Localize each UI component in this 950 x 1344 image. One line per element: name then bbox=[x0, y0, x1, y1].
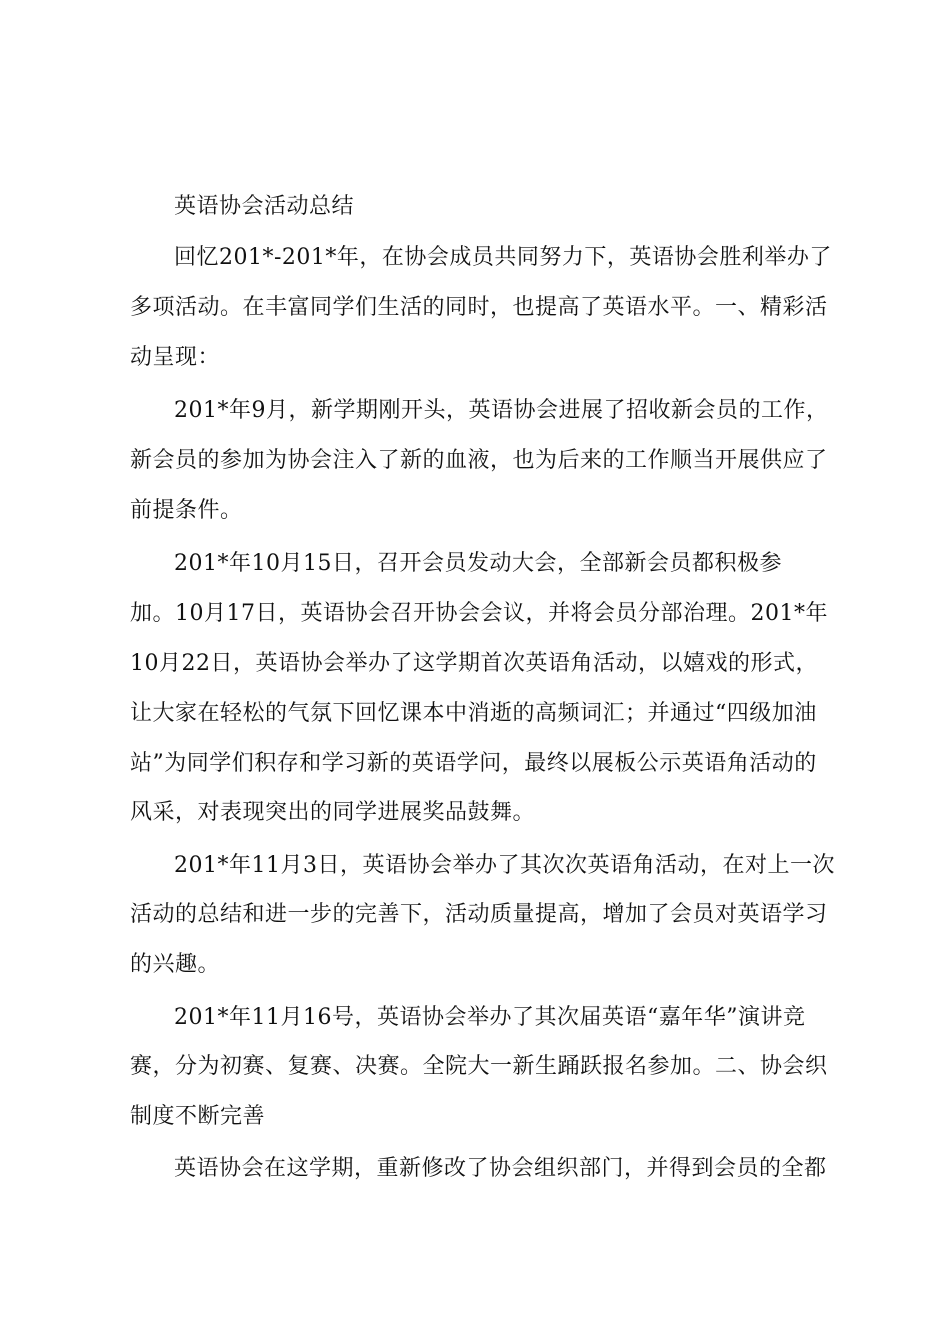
paragraph-line: 新会员的参加为协会注入了新的血液，也为后来的工作顺当开展供应了 bbox=[130, 448, 828, 473]
paragraph-line: 201*年11月3日，英语协会举办了其次次英语角活动，在对上一次 bbox=[174, 853, 835, 878]
paragraph-line: 前提条件。 bbox=[130, 498, 243, 523]
paragraph-line: 赛，分为初赛、复赛、决赛。全院大一新生踊跃报名参加。二、协会织 bbox=[130, 1054, 828, 1079]
paragraph-line: 的兴趣。 bbox=[130, 952, 221, 977]
paragraph-line: 201*年11月16号，英语协会举办了其次届英语“嘉年华”演讲竞 bbox=[174, 1005, 806, 1030]
paragraph-line: 201*年10月15日，召开会员发动大会，全部新会员都积极参 bbox=[174, 551, 782, 576]
paragraph-line: 加。10月17日，英语协会召开协会会议，并将会员分部治理。201*年 bbox=[130, 601, 828, 626]
paragraph-line: 制度不断完善 bbox=[130, 1104, 266, 1129]
paragraph-line: 活动的总结和进一步的完善下，活动质量提高，增加了会员对英语学习 bbox=[130, 902, 828, 927]
paragraph-line: 风采，对表现突出的同学进展奖品鼓舞。 bbox=[130, 800, 536, 825]
paragraph-line: 回忆201*-201*年，在协会成员共同努力下，英语协会胜利举办了 bbox=[174, 245, 832, 270]
paragraph-line: 动呈现： bbox=[130, 345, 221, 370]
paragraph-line: 201*年9月，新学期刚开头，英语协会进展了招收新会员的工作， bbox=[174, 398, 829, 423]
paragraph-line: 让大家在轻松的气氛下回忆课本中消逝的高频词汇；并通过“四级加油 bbox=[130, 701, 817, 726]
paragraph-line: 站”为同学们积存和学习新的英语学问，最终以展板公示英语角活动的 bbox=[130, 751, 817, 776]
paragraph-line: 多项活动。在丰富同学们生活的同时，也提高了英语水平。一、精彩活 bbox=[130, 295, 828, 320]
paragraph-line: 10月22日，英语协会举办了这学期首次英语角活动，以嬉戏的形式， bbox=[130, 651, 818, 676]
paragraph-line: 英语协会在这学期，重新修改了协会组织部门，并得到会员的全都 bbox=[174, 1156, 827, 1181]
document-title: 英语协会活动总结 bbox=[174, 194, 355, 219]
